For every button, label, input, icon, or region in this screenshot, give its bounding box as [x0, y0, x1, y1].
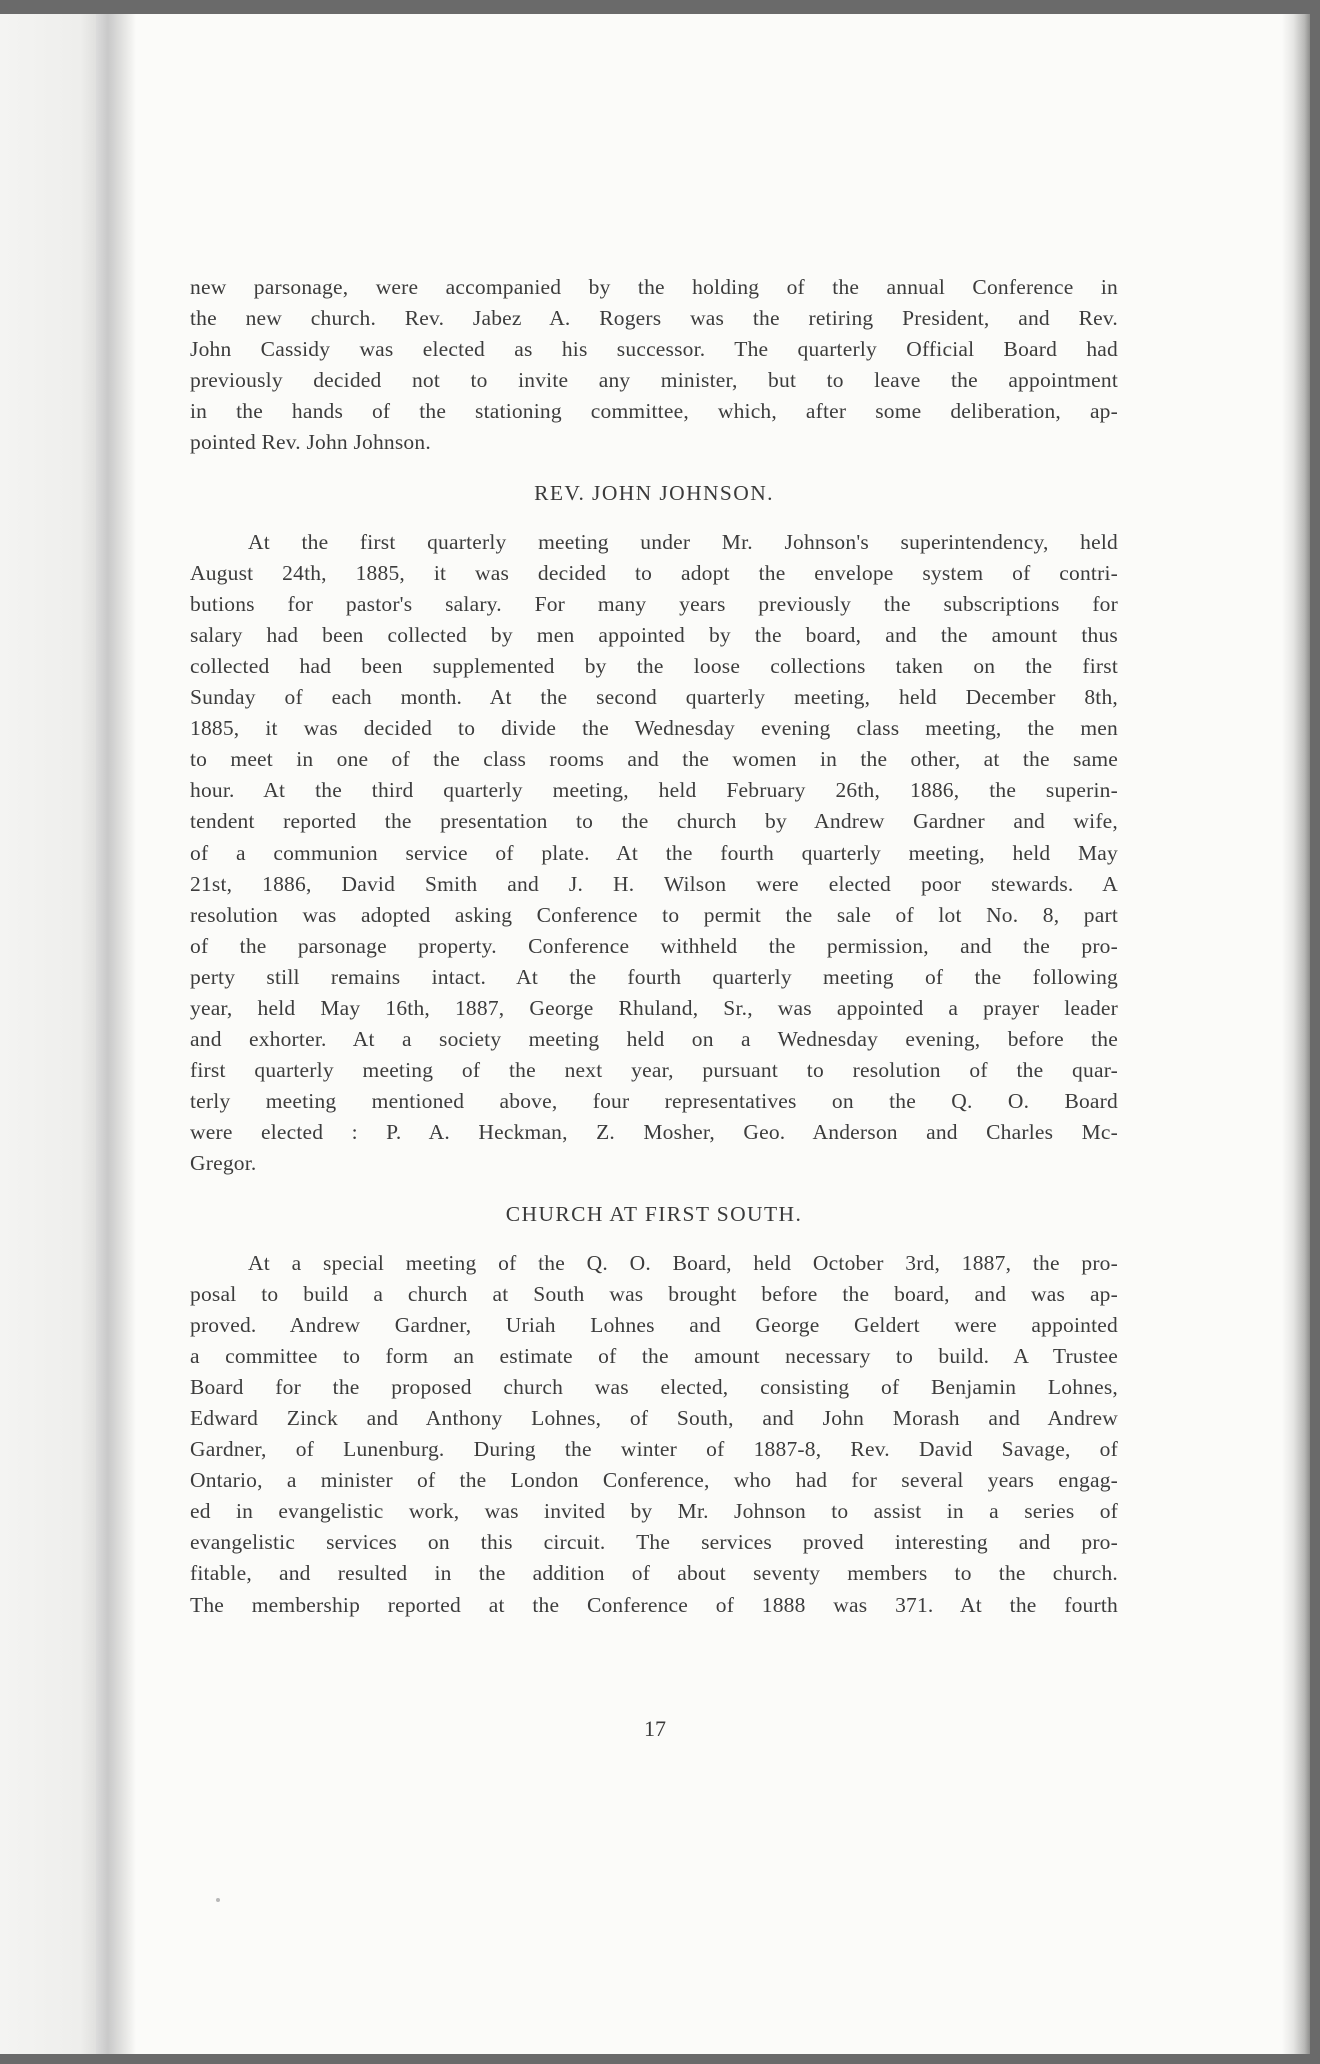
scan-speck	[216, 1898, 220, 1902]
text-line: Board for the proposed church was elected, consisting of Benjamin Lohnes,	[190, 1374, 1118, 1399]
text-line: year, held May 16th, 1887, George Rhuland, Sr., was appointed a prayer leader	[190, 995, 1118, 1020]
text-line: collected had been supplemented by the loose collections taken on the first	[190, 653, 1118, 678]
text-line: pointed Rev. John Johnson.	[190, 430, 431, 455]
text-line: new parsonage, were accompanied by the holding of the annual Conference in	[190, 275, 1118, 299]
text-line: August 24th, 1885, it was decided to adopt the envelope system of contri-	[190, 560, 1118, 585]
text-line: the new church. Rev. Jabez A. Rogers was the retiring President, and Rev.	[190, 306, 1118, 331]
text-line: of the parsonage property. Conference withheld the permission, and the pro-	[190, 933, 1118, 958]
text-line: resolution was adopted asking Conference to permit the sale of lot No. 8, part	[190, 902, 1118, 927]
text-line: proved. Andrew Gardner, Uriah Lohnes and George Geldert were appointed	[190, 1312, 1118, 1337]
text-line: of a communion service of plate. At the fourth quarterly meeting, held May	[190, 840, 1118, 865]
rev-john-johnson-paragraph	[190, 527, 1118, 1180]
text-line: first quarterly meeting of the next year, pursuant to resolution of the quar-	[190, 1058, 1118, 1083]
text-line: Sunday of each month. At the second quarterly meeting, held December 8th,	[190, 685, 1118, 710]
text-line: 1885, it was decided to divide the Wednesday evening class meeting, the men	[190, 716, 1118, 741]
text-line: posal to build a church at South was brought before the board, and was ap-	[190, 1281, 1118, 1306]
text-line: At the first quarterly meeting under Mr. Johnson's superintendency, held	[248, 529, 1118, 554]
book-page	[0, 14, 1310, 2054]
text-line: evangelistic services on this circuit. The services proved interesting and pro-	[190, 1530, 1118, 1555]
text-line: a committee to form an estimate of the amount necessary to build. A Trustee	[190, 1343, 1118, 1368]
text-line: ed in evangelistic work, was invited by Mr. Johnson to assist in a series of	[190, 1499, 1118, 1524]
text-line: Ontario, a minister of the London Conference, who had for several years engag-	[190, 1468, 1118, 1493]
facing-page-edge	[0, 14, 100, 2054]
text-line: previously decided not to invite any minister, but to leave the appointment	[190, 368, 1118, 393]
section-heading-rev-john-johnson: REV. JOHN JOHNSON.	[534, 480, 774, 505]
text-line: salary had been collected by men appointed by the board, and the amount thus	[190, 622, 1118, 647]
binding-gutter-shadow	[96, 14, 136, 2054]
text-line: fitable, and resulted in the addition of about seventy members to the church.	[190, 1561, 1118, 1586]
text-line: tendent reported the presentation to the church by Andrew Gardner and wife,	[190, 809, 1118, 834]
page-edge-shadow	[1282, 14, 1310, 2054]
text-line: hour. At the third quarterly meeting, held February 26th, 1886, the superin-	[190, 778, 1118, 803]
page-number: 17	[644, 1716, 666, 1741]
page-text-block	[190, 272, 1118, 1621]
text-line: to meet in one of the class rooms and the women in the other, at the same	[190, 747, 1118, 772]
text-line: butions for pastor's salary. For many years previously the subscriptions for	[190, 591, 1118, 616]
text-line: Gregor.	[190, 1151, 257, 1176]
text-line: Gardner, of Lunenburg. During the winter of 1887-8, Rev. David Savage, of	[190, 1437, 1118, 1462]
text-line: terly meeting mentioned above, four representatives on the Q. O. Board	[190, 1089, 1118, 1114]
text-line: and exhorter. At a society meeting held on a Wednesday evening, before the	[190, 1027, 1118, 1052]
text-line: in the hands of the stationing committee, which, after some deliberation, ap-	[190, 399, 1118, 424]
text-line: perty still remains intact. At the fourth quarterly meeting of the following	[190, 964, 1118, 989]
text-line: were elected : P. A. Heckman, Z. Mosher, Geo. Anderson and Charles Mc-	[190, 1120, 1118, 1145]
section-heading-church-at-first-south: CHURCH AT FIRST SOUTH.	[505, 1201, 803, 1226]
text-line: Edward Zinck and Anthony Lohnes, of South, and John Morash and Andrew	[190, 1406, 1118, 1430]
text-line: At a special meeting of the Q. O. Board, held October 3rd, 1887, the pro-	[248, 1250, 1118, 1275]
church-at-first-south-paragraph	[190, 1248, 1118, 1621]
text-line: The membership reported at the Conference of 1888 was 371. At the fourth	[190, 1592, 1118, 1617]
text-line: John Cassidy was elected as his successor. The quarterly Official Board had	[190, 337, 1118, 362]
text-line: 21st, 1886, David Smith and J. H. Wilson were elected poor stewards. A	[190, 871, 1118, 896]
opening-paragraph	[190, 272, 1118, 459]
